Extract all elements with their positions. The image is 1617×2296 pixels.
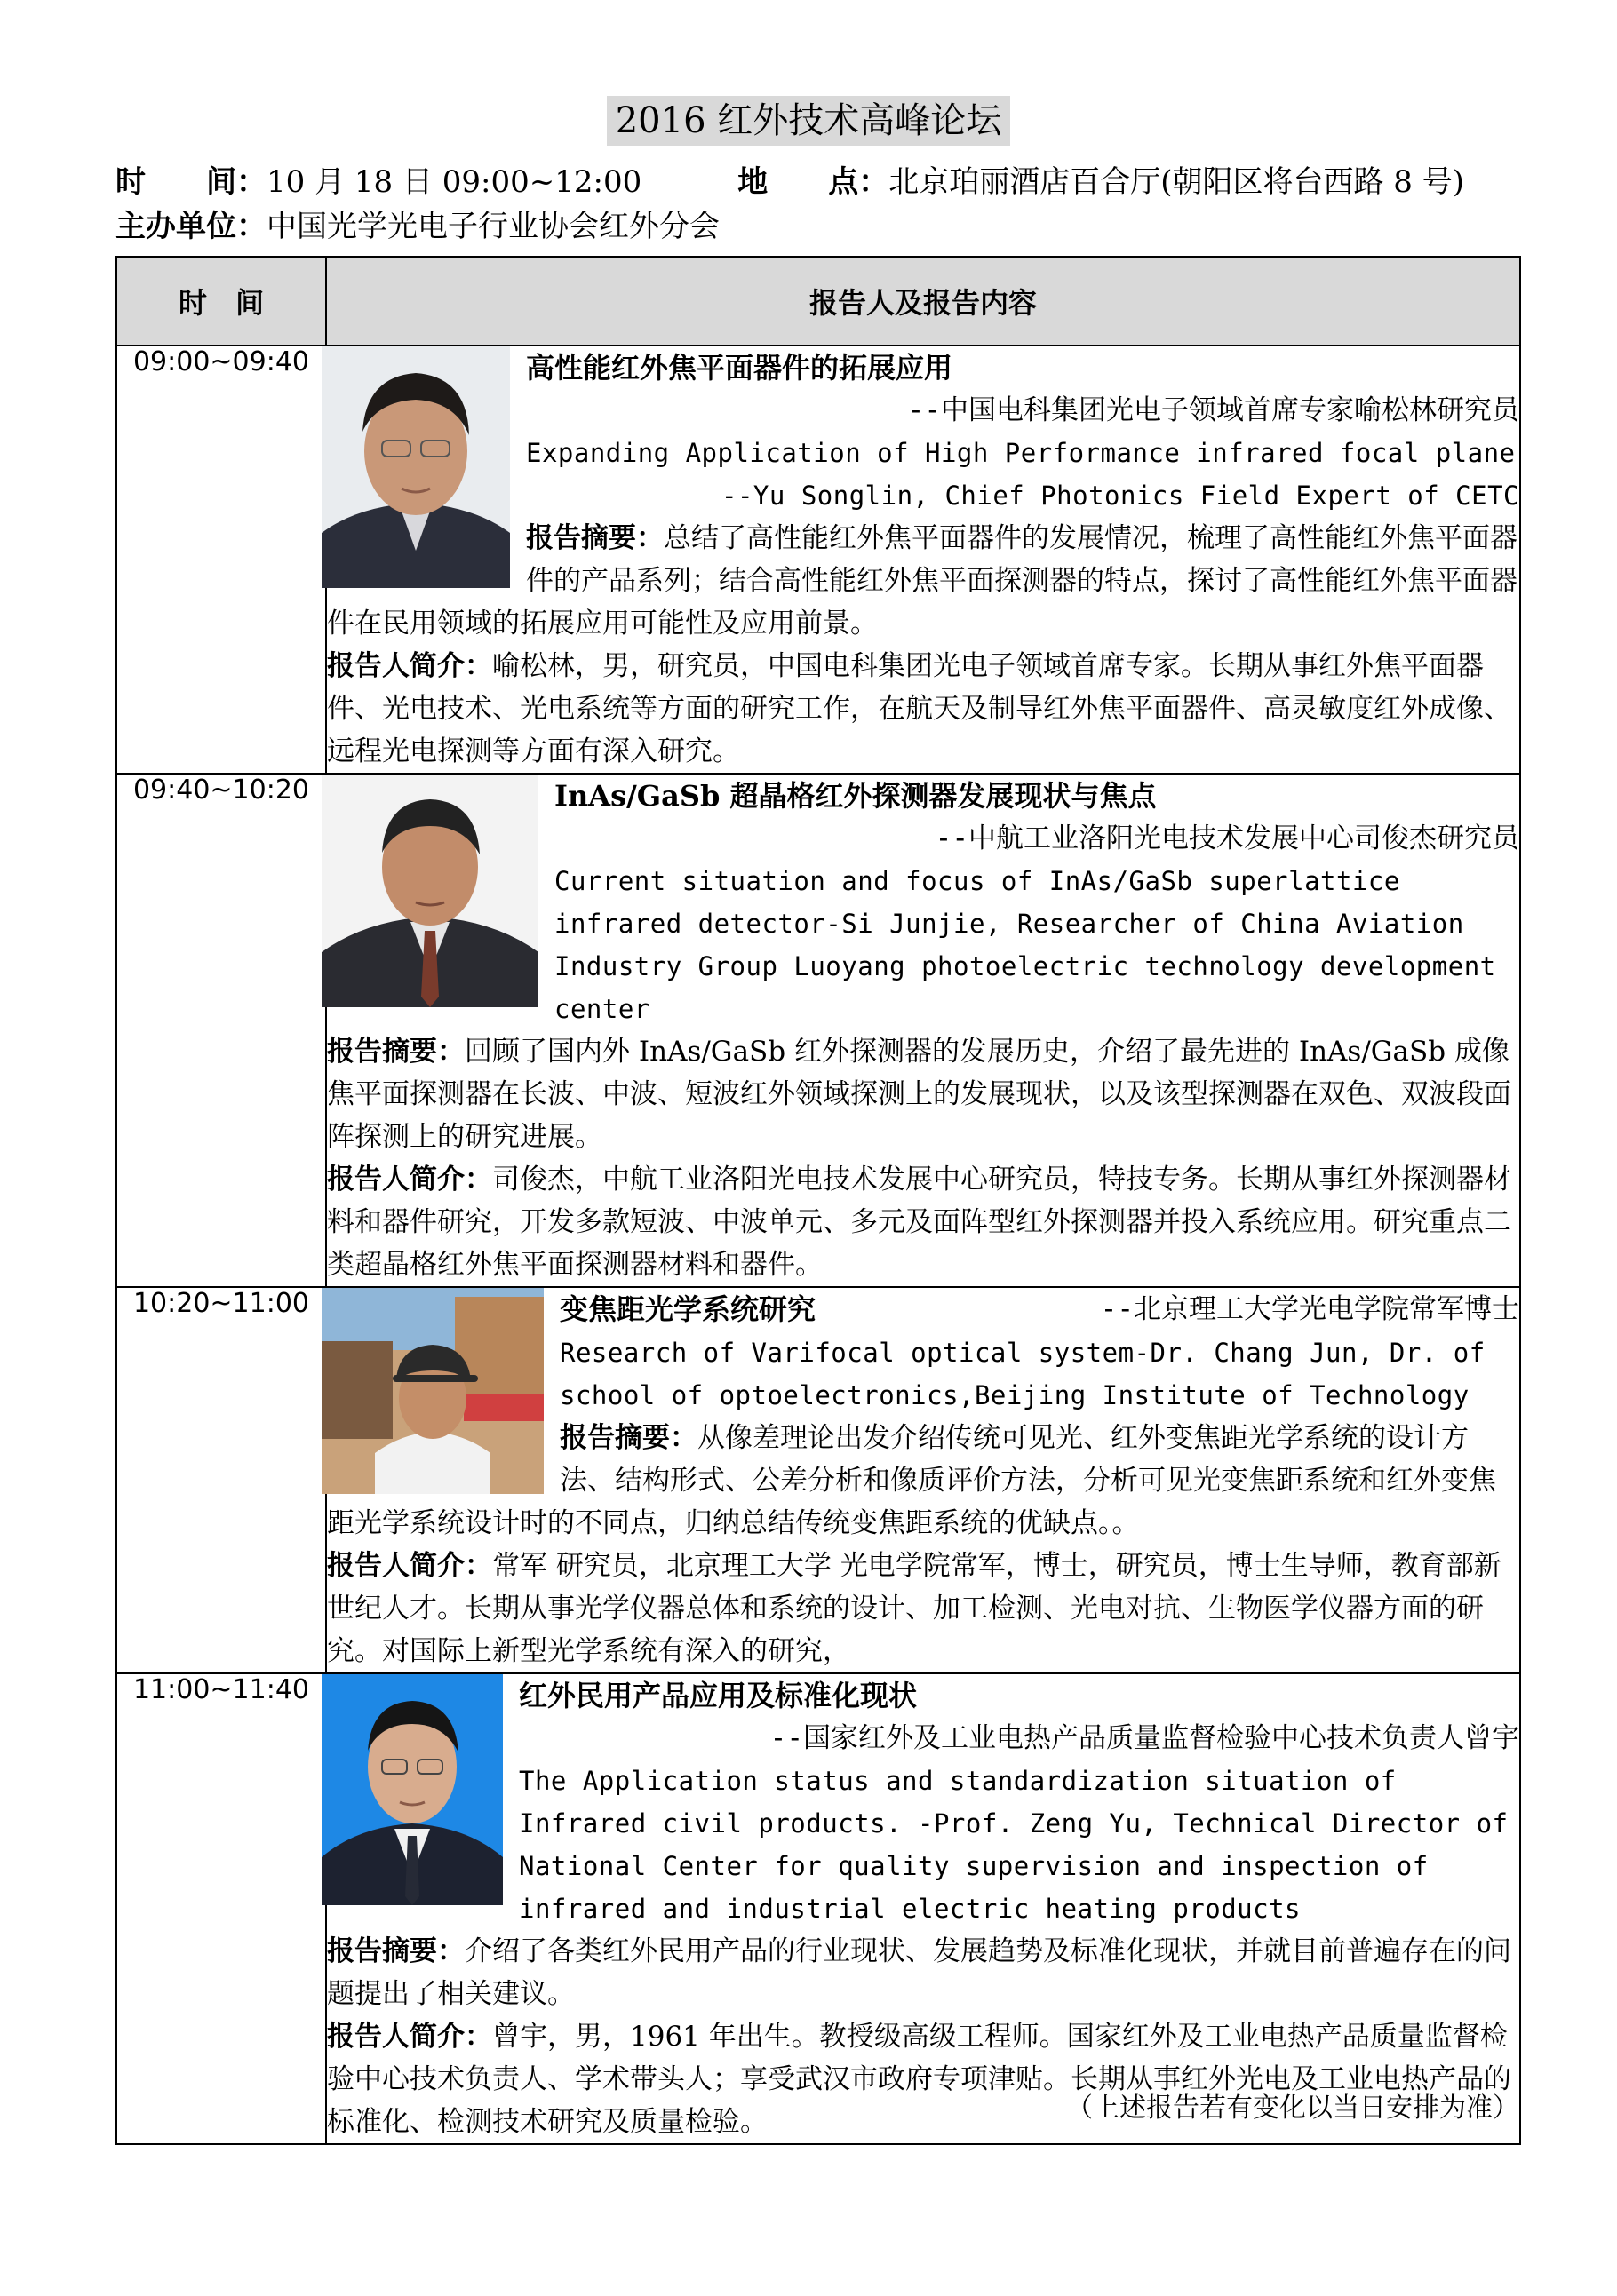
page-title-text: 2016 红外技术高峰论坛 bbox=[607, 96, 1011, 146]
bio-label: 报告人简介： bbox=[327, 2021, 492, 2053]
speaker-photo bbox=[322, 1674, 503, 1905]
bio-label: 报告人简介： bbox=[327, 1164, 492, 1196]
session-time: 09:40~10:20 bbox=[116, 774, 326, 1287]
place-label: 地 点： bbox=[737, 164, 889, 200]
session-content bbox=[326, 1287, 1520, 1673]
abstract-text: 回顾了国内外 InAs/GaSb 红外探测器的发展历史，介绍了最先进的 InAs/GaSb 成像焦平面探测器在长波、中波、短波红外领域探测上的发展现状，以及该型探测器在双色、双波段面阵探测上的研究进展。 bbox=[327, 1036, 1511, 1153]
abstract bbox=[327, 1030, 1519, 1158]
abstract-label: 报告摘要： bbox=[526, 522, 664, 554]
session-content bbox=[326, 774, 1520, 1287]
speaker-bio bbox=[327, 1158, 1519, 1286]
bio-text: 常军 研究员，北京理工大学 光电学院常军，博士，研究员，博士生导师，教育部新世纪人才。长期从事光学仪器总体和系统的设计、加工检测、光电对抗、生物医学仪器方面的研究。对国际上新型光学系统有深入的研究， bbox=[327, 1550, 1502, 1667]
talk-title: InAs/GaSb 超晶格红外探测器发展现状与焦点 bbox=[554, 779, 1157, 813]
abstract-label: 报告摘要： bbox=[327, 1036, 465, 1068]
talk-title: 高性能红外焦平面器件的拓展应用 bbox=[526, 351, 953, 385]
session-time: 09:00~09:40 bbox=[116, 346, 326, 774]
talk-title-en: Research of Varifocal optical system-Dr. Chang Jun, Dr. of school of optoelectronics,Beijing Institute of Technology bbox=[560, 1338, 1486, 1410]
bio-label: 报告人简介： bbox=[327, 650, 492, 682]
bio-text: 司俊杰，中航工业洛阳光电技术发展中心研究员，特技专务。长期从事红外探测器材料和器件研究，开发多款短波、中波单元、多元及面阵型红外探测器并投入系统应用。研究重点二类超晶格红外焦平面探测器材料和器件。 bbox=[327, 1164, 1511, 1281]
header-content: 报告人及报告内容 bbox=[326, 257, 1520, 346]
table-row bbox=[116, 774, 1520, 1287]
speaker-name-cn: --中国电科集团光电子领域首席专家喻松林研究员 bbox=[907, 394, 1519, 426]
abstract-text: 总结了高性能红外焦平面器件的发展情况，梳理了高性能红外焦平面器件的产品系列；结合高性能红外焦平面探测器的特点，探讨了高性能红外焦平面器件在民用领域的拓展应用可能性及应用前景。 bbox=[327, 522, 1517, 640]
table-row bbox=[116, 346, 1520, 774]
speaker-name-en: --Yu Songlin, Chief Photonics Field Expert of CETC bbox=[721, 481, 1519, 511]
bio-text: 喻松林，男，研究员，中国电科集团光电子领域首席专家。长期从事红外焦平面器件、光电技术、光电系统等方面的研究工作，在航天及制导红外焦平面器件、高灵敏度红外成像、远程光电探测等方面有深入研究。 bbox=[327, 650, 1511, 767]
page-title bbox=[0, 96, 1617, 146]
session-time: 11:00~11:40 bbox=[116, 1673, 326, 2144]
speaker-photo bbox=[322, 775, 538, 1007]
speaker-name-cn: --北京理工大学光电学院常军博士 bbox=[1100, 1293, 1519, 1325]
time-label: 时 间： bbox=[116, 164, 267, 200]
bio-label: 报告人简介： bbox=[327, 1550, 492, 1582]
abstract-label: 报告摘要： bbox=[560, 1422, 697, 1454]
table-row bbox=[116, 1287, 1520, 1673]
talk-title: 变焦距光学系统研究 bbox=[560, 1292, 816, 1326]
talk-title-en: The Application status and standardization situation of Infrared civil products. -Prof. Zeng Yu, Technical Director of National Center for quality supervision and inspection of infrared and industrial electric heating products bbox=[519, 1766, 1509, 1924]
schedule-table bbox=[116, 256, 1521, 2145]
abstract-label: 报告摘要： bbox=[327, 1935, 465, 1967]
bio-text: 曾宇，男，1961 年出生。教授级高级工程师。国家红外及工业电热产品质量监督检验中心技术负责人、学术带头人；享受武汉市政府专项津贴。长期从事红外光电及工业电热产品的标准化、检测技术研究及质量检验。 bbox=[327, 2021, 1511, 2138]
place-value: 北京珀丽酒店百合厅(朝阳区将台西路 8 号) bbox=[888, 164, 1464, 200]
talk-title-en: Expanding Application of High Performance infrared focal plane bbox=[526, 438, 1516, 468]
event-info-line bbox=[116, 162, 1464, 203]
footnote: （上述报告若有变化以当日安排为准） bbox=[1066, 2093, 1519, 2124]
abstract-text: 从像差理论出发介绍传统可见光、红外变焦距光学系统的设计方法、结构形式、公差分析和像质评价方法，分析可见光变焦距系统和红外变焦距光学系统设计时的不同点，归纳总结传统变焦距系统的优缺点。。 bbox=[327, 1422, 1496, 1539]
time-value: 10 月 18 日 09:00~12:00 bbox=[267, 164, 642, 200]
session-content bbox=[326, 1673, 1520, 2144]
abstract bbox=[327, 1930, 1519, 2015]
speaker-photo bbox=[322, 346, 510, 588]
talk-title: 红外民用产品应用及标准化现状 bbox=[519, 1679, 918, 1712]
speaker-bio bbox=[327, 645, 1519, 773]
session-content bbox=[326, 346, 1520, 774]
session-time: 10:20~11:00 bbox=[116, 1287, 326, 1673]
host-label: 主办单位： bbox=[116, 209, 267, 244]
abstract-text: 介绍了各类红外民用产品的行业现状、发展趋势及标准化现状，并就目前普遍存在的问题提出了相关建议。 bbox=[327, 1935, 1511, 2010]
talk-title-en: Current situation and focus of InAs/GaSb superlattice infrared detector-Si Junjie, Researcher of China Aviation Industry Group Luoyang photoelectric technology development center bbox=[554, 866, 1496, 1024]
table-header-row bbox=[116, 257, 1520, 346]
host-value: 中国光学光电子行业协会红外分会 bbox=[267, 209, 720, 244]
speaker-name-cn: --中航工业洛阳光电技术发展中心司俊杰研究员 bbox=[935, 822, 1519, 854]
speaker-name-cn: --国家红外及工业电热产品质量监督检验中心技术负责人曾宇 bbox=[769, 1722, 1519, 1754]
speaker-photo bbox=[322, 1288, 544, 1494]
table-row bbox=[116, 1673, 1520, 2144]
host-info-line bbox=[116, 206, 720, 247]
header-time: 时 间 bbox=[116, 257, 326, 346]
speaker-bio bbox=[327, 1545, 1519, 1672]
